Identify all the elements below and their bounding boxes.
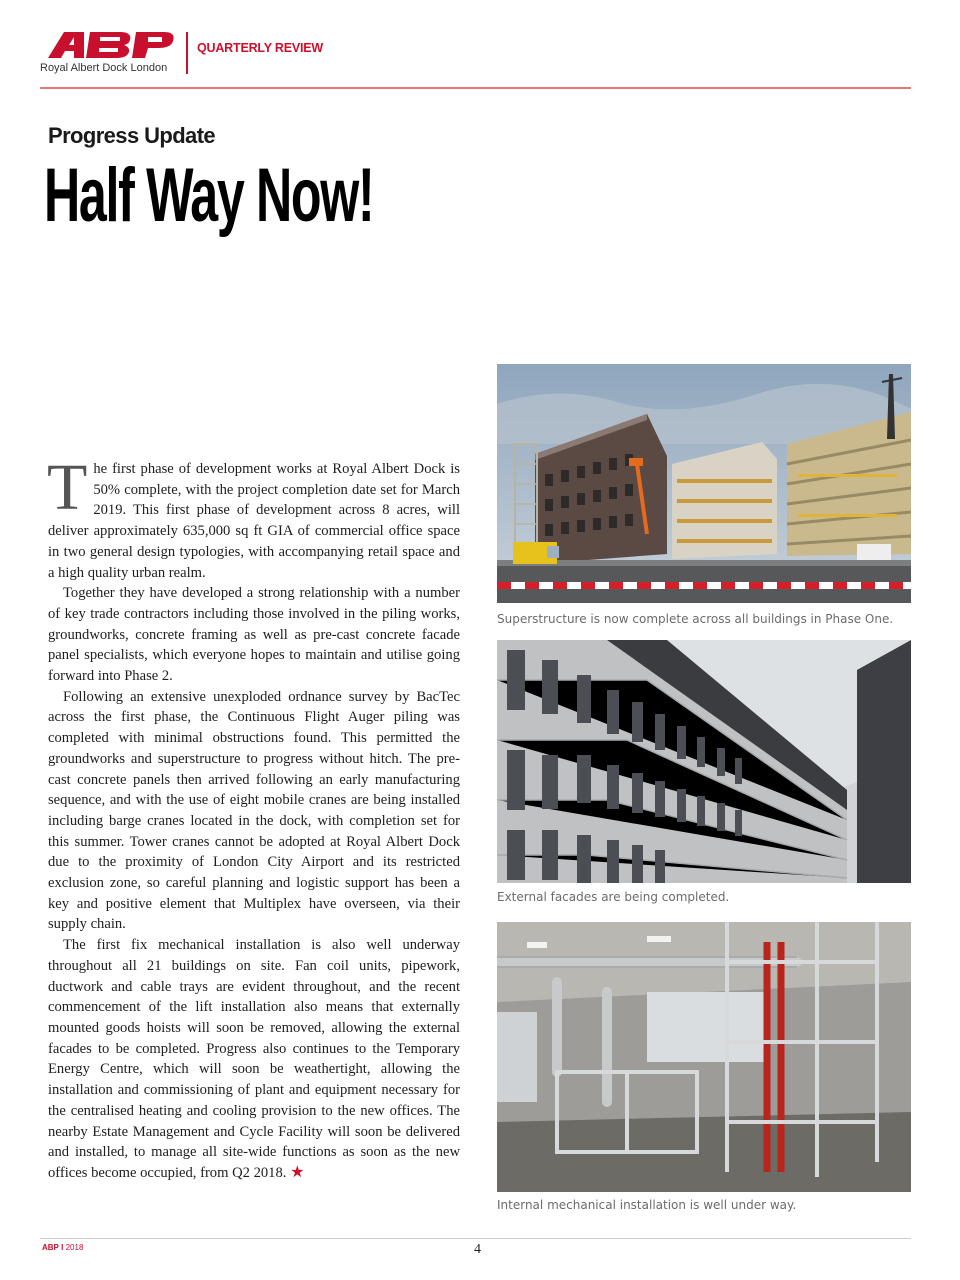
logo-subtitle: Royal Albert Dock London	[40, 62, 168, 74]
footer-brand-name: ABP	[42, 1243, 59, 1252]
footer-separator: I	[61, 1243, 64, 1252]
paragraph-1-text: he first phase of development works at Royal Albert Dock is 50% complete, with the project completion date set for March 2019. This first phase of development across 8 acres, will deliver approximately 635,000 sq ft GIA of commercial office space in two general design typologies, with accompanying retail space and a high quality urban realm.	[48, 461, 460, 581]
abp-logo	[44, 30, 174, 60]
paragraph-3: Following an extensive unexploded ordnance survey by BacTec across the first phase, the Continuous Flight Auger piling was completed with minimal obstructions found. This permitted the groundworks and superstructure to progress without hitch. The pre-cast concrete panels then arrived following an early manufacturing sequence, and with the use of eight mobile cranes are being installed including barge cranes located in the dock, with completion set for this summer. Tower cranes cannot be adopted at Royal Albert Dock due to the proximity of London City Airport and its restricted exclusion zone, so careful planning and logistic support has been a key and positive element that Multiplex have overseen, via their supply chain.	[48, 688, 460, 933]
footer-year: 2018	[65, 1243, 84, 1252]
article-headline: Half Way Now!	[44, 153, 374, 238]
photo-internal-mechanical	[497, 922, 911, 1192]
photo-caption-2: External facades are being completed.	[497, 890, 730, 904]
drop-cap: T	[47, 451, 88, 524]
photo-superstructure	[497, 364, 911, 603]
header-rule	[40, 87, 911, 89]
header-divider	[186, 32, 188, 74]
photo-caption-1: Superstructure is now complete across all buildings in Phase One.	[497, 612, 894, 626]
paragraph-4-text: The first fix mechanical installation is also well underway throughout all 21 buildings on site. Fan coil units, pipework, ductwork and cable trays are evident throughout, and the recent commencement of the lift installation also means that externally mounted goods hoists will soon be removed, allowing the external facades to be completed. Progress also continues to the Temporary Energy Centre, which will soon be weathertight, allowing the installation and commissioning of plant and equipment necessary for the centralised heating and cooling provision to the new offices. The nearby Estate Management and Cycle Facility will soon be delivered and installed, to manage all site-wide functions as soon as the new offices become occupied, from Q2 2018.	[48, 937, 460, 1181]
paragraph-1	[47, 451, 460, 583]
end-star-icon: ★	[290, 1163, 305, 1181]
article-body	[47, 451, 460, 1184]
footer-brand	[42, 1243, 83, 1252]
section-label: QUARTERLY REVIEW	[197, 41, 323, 55]
paragraph-4	[48, 935, 460, 1183]
photo-caption-3: Internal mechanical installation is well under way.	[497, 1198, 797, 1212]
paragraph-2: Together they have developed a strong relationship with a number of key trade contractors including those involved in the piling works, groundworks, concrete framing as well as pre-cast concrete facade panel specialists, which everyone hopes to maintain and utilise going forward into Phase 2.	[48, 585, 460, 685]
page-number: 4	[474, 1242, 481, 1257]
footer-rule	[40, 1238, 911, 1239]
article-kicker: Progress Update	[48, 123, 216, 148]
photo-facade	[497, 640, 911, 883]
